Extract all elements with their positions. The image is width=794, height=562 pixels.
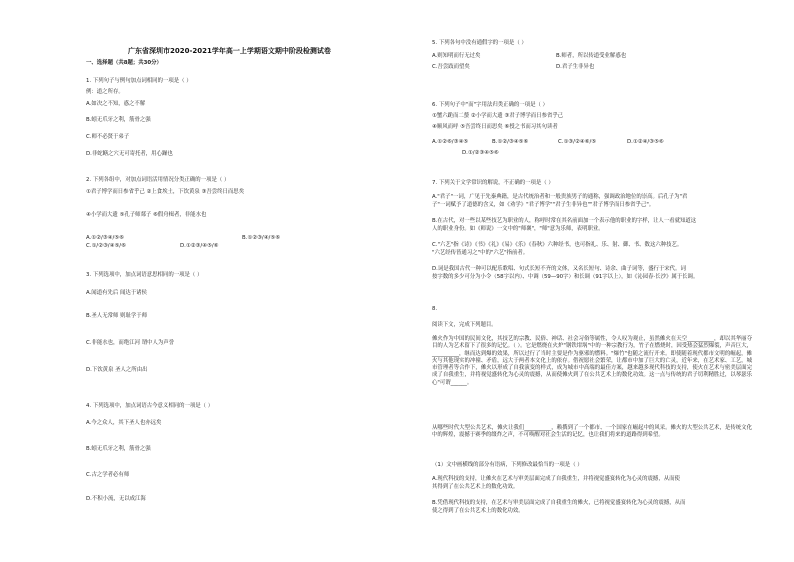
q3-option-b[interactable]: B.圣人无常师 则耻学于师: [86, 313, 148, 319]
q3-option-c[interactable]: C.非能水也，而绝江河 谓中人为声誉: [86, 340, 175, 346]
q8-passage-paragraph-2: 从哪些时代大型公共艺术，傩火让我们__________，赖撰到了一个都市、一个国家在崛起中的风采。傩火的大型公共艺术，是传统文化中的辉煌，震撼于赛季的缀炸之声，不可唤醒对社会生活的记忆，也让我们将来的道路得到希望。: [432, 425, 752, 439]
q1-option-d[interactable]: D.非蛇鳝之穴无可寄托者，用心躁也: [86, 151, 173, 157]
q7-option-d-line1[interactable]: D.词是我国古代一种可以配乐歌唱、句式长短不齐的文体，又名长短句、诗余、曲子词等，盛行于宋代。词: [432, 266, 686, 272]
q2-line2: ④小学而大遗 ⑤孔子师郯子 ⑥假舟楫者，非能水也: [86, 212, 207, 218]
q6-line2: ④顺风而呼 ⑤吾尝终日而思矣 ⑥授之书而习其句读者: [432, 124, 558, 130]
q8-number: 8.: [432, 306, 438, 312]
q7-option-a-line1[interactable]: A."君子"一词，广见于先秦典籍，是古代统治者和一般贵族男子的通称，强调政治地位的崇高。后孔子为"君: [432, 194, 688, 200]
q5-option-c[interactable]: C.吾尝跂而望矣: [432, 64, 470, 70]
q3-option-d[interactable]: D.下饮黄泉 圣人之所由出: [86, 367, 148, 373]
q8-sub1-option-a-line1[interactable]: A.现代科技的支持，让傩火在艺术与审美层面完成了自我重生，并将视觉盛宴转化为心灵的震撼，从而使: [432, 476, 680, 482]
q4-option-d[interactable]: D.不积小流，无以成江海: [86, 496, 146, 502]
q7-option-d-line2: 按字数的多少可分为小令（58字以内）、中调（59—90字）和长调（91字以上），如《沁园春·长沙》属于长调。: [432, 274, 699, 280]
q3-stem: 3. 下列选项中，加点词语意思相同的一项是（ ）: [86, 272, 203, 278]
section-heading: 一、选择题（共8题；共30分）: [86, 60, 162, 66]
q1-stem: 1. 下列句子与例句加点词相同的一项是（ ）: [86, 78, 192, 84]
q6-option-a[interactable]: A.①②⑥/③④⑤: [432, 139, 469, 145]
q4-option-b[interactable]: B.蚓无爪牙之利，筋骨之强: [86, 446, 151, 452]
q2-stem: 2. 下列各组中，对加点词语活用情况分类正确的一项是（ ）: [86, 177, 230, 183]
q2-option-a[interactable]: A.①②/③④/⑤⑥: [86, 235, 124, 241]
q2-option-c[interactable]: C.①/②③/④⑤/⑥: [86, 243, 126, 249]
q1-example: 例：道之所存。: [86, 89, 124, 95]
q3-option-a[interactable]: A.闻道有先后 闻达于诸侯: [86, 290, 147, 296]
q7-option-b-line1[interactable]: B.在古代，对一些以某些技艺为职业的人，称呼时常在其名前面加一个表示他的职业的字样，让人一看就知道这: [432, 218, 697, 224]
q5-option-d[interactable]: D.君子生非异也: [556, 64, 595, 70]
q2-line1: ①君子博学而日参省乎己 ②上食埃土，下饮黄泉 ③吾尝终日而思矣: [86, 189, 245, 195]
q6-stem: 6. 下列句子中"而"字用法归类正确的一项是（ ）: [432, 102, 548, 108]
q8-sub1-option-a-line2: 其得到了在公共艺术上的数化功效。: [432, 484, 519, 490]
q4-stem: 4. 下列选项中，加点词语古今意义相同的一项是（ ）: [86, 403, 214, 409]
q7-option-c-line1[interactable]: C."六艺"指《诗》《书》《礼》《易》《乐》《春秋》六种经书，也可指礼、乐、射、御、书、数这六种技艺。: [432, 242, 683, 248]
q4-option-c[interactable]: C.古之学者必有师: [86, 472, 130, 478]
q5-stem: 5. 下列各句中没有通假字的一项是（ ）: [432, 40, 527, 46]
q6-option-b[interactable]: B.①②/③④⑤⑥: [492, 139, 529, 145]
q1-option-c[interactable]: C.师不必贤于弟子: [86, 134, 130, 140]
q7-option-a-line2: 子"一词赋予了道德的含义，如《劝学》"君子博学""君子生非异也""君子博学而日参省乎己"。: [432, 202, 655, 208]
q1-option-a[interactable]: A.如决之不知，惑之不解: [86, 101, 146, 107]
q5-option-b[interactable]: B.师者，所以传道受业解惑也: [556, 53, 627, 59]
q8-passage-paragraph-1: 傩火作为中国的民间文化，其技艺的宗教、民俗、神话、社会习俗等属性，令人叹为观止，虽然傩火在天空__________，却以其华丽夺目的人为艺术留下了很多的记忆。（ ）。它是燃烧在火炉"钢铁坩埚"中的一种宗教行为，竹子在燃烧时，因受热会猛烈爆裂，声音巨大，__________，继而达到爆的效果，所以过行了当时主要是作为驱邪的燃料。"爆竹"也随之流行开来。即使随着现代都市文明的崛起，傩火与其他现实的冲撞、矛盾，远大于两者本文化上的依存。借祝愿社会繁荣，让都市中加了巨大的亡灵，近年来，在艺术家、工艺，城市管理者等合作下，傩火以形成了自我演变的样式，成为城市中高端的最佳方案，越来越多现代科技的支持，使火在艺术与密美层面完成了自我重生，并将视觉盛转化为心灵的震撼，从而使傩火到了在公共艺术上的数化功效。这一点与传统的君子切利精胜过，以琴瑟乐心"可谓______。: [432, 336, 752, 386]
q8-sub1-stem: （1）文中画横线的部分有语病，下列修改最恰当的一项是（ ）: [432, 462, 583, 468]
q8-intro: 阅读下文，完成下列题目。: [432, 322, 497, 328]
q1-option-b[interactable]: B.蚓无爪牙之利，筋骨之强: [86, 117, 151, 123]
q4-option-a[interactable]: A.今之众人，其下圣人也亦远矣: [86, 420, 162, 426]
q6-option-e[interactable]: D.①/②③④⑤⑥: [462, 150, 499, 156]
q8-sub1-option-b-line2: 使之得到了在公共艺术上的数化功效。: [432, 508, 524, 514]
q7-option-b-line2: 人的职业身份。如《师说》一文中的"师襄"，"师"意为乐师，表明职业。: [432, 226, 604, 232]
q7-option-c-line2: "六艺经传皆通习之"中的"六艺"指前者。: [432, 250, 529, 256]
q6-option-d[interactable]: D.①②④/③⑤⑥: [627, 139, 664, 145]
q6-line1: ①蟹六跪而二螯 ②小学而大遗 ③君子博学而日参省乎己: [432, 113, 564, 119]
q7-stem: 7. 下列关于文学常识的解说，不正确的一项是（ ）: [432, 180, 554, 186]
q2-option-d[interactable]: D.①②③/④⑤/⑥: [180, 243, 219, 249]
q6-option-c[interactable]: C.①③/②④⑥/⑤: [558, 139, 597, 145]
q2-option-b[interactable]: B.①②③/④/⑤⑥: [242, 235, 281, 241]
q8-sub1-option-b-line1[interactable]: B.凭借现代科技的支持，在艺术与审美层面完成了自我重生的傩火，已将视觉盛宴转化为心灵的震撼，从而: [432, 500, 686, 506]
q5-option-a[interactable]: A.则知明而行无过矣: [432, 53, 481, 59]
exam-title: 广东省深圳市2020-2021学年高一上学期语文期中阶段检测试卷: [128, 47, 331, 55]
